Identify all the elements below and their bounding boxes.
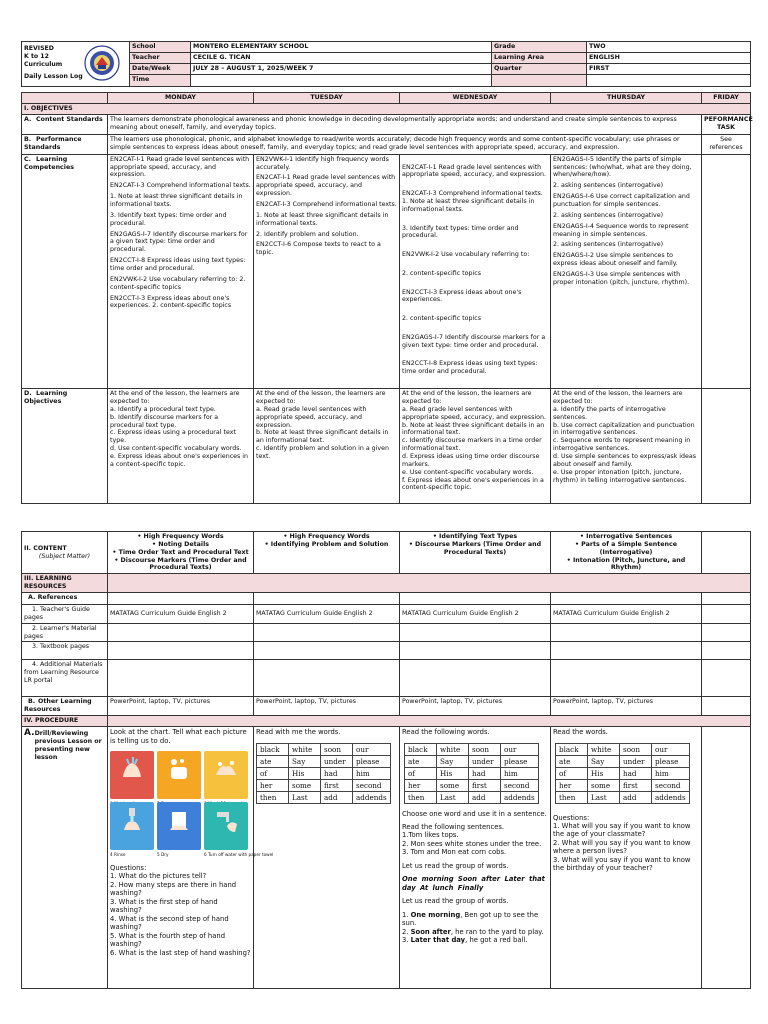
objectives-tuesday: At the end of the lesson, the learners are expected to: a. Read grade level sentences with appropriate speed, accuracy, and expression. b. Note at least three significant details in an informational text. c. Identify problem and solution in a given text.: [254, 389, 400, 504]
am-fri: [702, 660, 751, 697]
content-subtitle: (Subject Matter): [38, 552, 91, 560]
content-wed-2: • Discourse Markers (Time Order and Procedural Texts): [408, 540, 542, 556]
r3-num: 3.: [32, 643, 39, 651]
comp-thu-8: EN2GAGS-I-3 Use simple sentences with proper intonation (pitch, juncture, rhythm).: [553, 271, 690, 286]
dry-caption: 5 Dry: [157, 851, 169, 857]
content-tuesday: [254, 532, 400, 574]
thu-question-3: 3. What will you say if you want to know the birthday of your teacher?: [553, 855, 691, 873]
comp-mon-4: 3. Identify text types: time order and procedural.: [110, 211, 227, 227]
ref-tue: [254, 593, 400, 605]
word-cell: ate: [257, 755, 289, 767]
blank-value: [587, 74, 751, 86]
mon-questions-label: Questions:: [110, 864, 147, 872]
comp-tue-2: EN2CAT-I-1 Read grade level sentences with appropriate speed, accuracy, and expression.: [256, 174, 396, 198]
comp-thu-4: 2. asking sentences (interrogative): [553, 211, 664, 219]
learning-objectives-label: [22, 389, 108, 504]
textbook-label: [22, 642, 108, 660]
performance-standards-text: The learners use phonological, phonic, and alphabet knowledge to read/write words accurately; decode high frequency words and some content-specific vocabulary; use phrases or simple sentences to express ideas about oneself, family, and everyday topics; and read grade level sentences with appropriate speed, accuracy, and expression.: [108, 134, 702, 154]
content-mon-2: • Noting Details: [152, 540, 209, 548]
mon-question-6: 6. What is the last step of hand washing?: [110, 948, 251, 957]
word-cell: of: [257, 767, 289, 779]
wet-hands-icon: [110, 751, 154, 799]
lm-mon: [108, 623, 254, 642]
or-friday: [702, 697, 751, 716]
drill-friday: [702, 727, 751, 989]
drill-tuesday: [254, 727, 400, 989]
am-mon: [108, 660, 254, 697]
word-cell: him: [652, 767, 690, 779]
comp-thu-1: EN2GAGS-I-5 Identify the parts of simple sentences: (who/what, what are they doing, when/where/how).: [553, 155, 692, 179]
learning-competencies-title: Learning Competencies: [24, 155, 74, 171]
grade-label: Grade: [492, 42, 587, 53]
lm-fri: [702, 623, 751, 642]
word-cell: add: [469, 791, 501, 803]
competencies-wednesday: [400, 154, 551, 388]
competencies-friday: [702, 154, 751, 388]
word-cell: soon: [620, 743, 652, 755]
content-thu-2: • Parts of a Simple Sentence (Interrogative): [574, 540, 678, 556]
mon-question-3: 3. What is the first step of hand washing?: [110, 897, 218, 915]
word-cell: of: [405, 767, 437, 779]
word-cell: some: [437, 779, 469, 791]
word-cell: then: [257, 791, 289, 803]
word-cell: her: [405, 779, 437, 791]
word-cell: white: [437, 743, 469, 755]
quarter-value: FIRST: [587, 63, 751, 74]
objectives-table: [21, 92, 751, 504]
thu-questions-label: Questions:: [553, 813, 590, 822]
drill-wednesday: [400, 727, 551, 989]
r3-text: Textbook pages: [40, 643, 90, 651]
word-cell: had: [321, 767, 353, 779]
wed-sentence-3: 3. Later that day, he got a red ball.: [402, 936, 528, 945]
comp-wed-5: 2. content-specific topics: [402, 269, 481, 277]
objectives-friday: [702, 389, 751, 504]
competencies-monday: [108, 154, 254, 388]
word-cell: addends: [353, 791, 391, 803]
learning-area-label: Learning Area: [492, 52, 587, 63]
drill-label: [22, 727, 108, 989]
comp-thu-6: 2. asking sentences (interrogative): [553, 241, 664, 249]
lm-tue: [254, 623, 400, 642]
teacher-value: CECILE G. TICAN: [191, 52, 492, 63]
comp-wed-6: EN2CCT-I-3 Express ideas about one's experiences.: [402, 288, 522, 304]
drill-thursday: [551, 727, 702, 989]
tg-tuesday: MATATAG Curriculum Guide English 2: [254, 605, 400, 624]
content-mon-3: • Time Order Text and Procedural Text: [112, 548, 249, 556]
content-mon-4: • Discourse Markers (Time Order and Procedural Texts): [114, 556, 247, 572]
mon-question-5: 5. What is the fourth step of hand washing?: [110, 931, 226, 949]
comp-tue-3: EN2CAT-I-3 Comprehend informational texts.: [256, 201, 397, 209]
dry-icon: [157, 802, 201, 857]
word-cell: had: [469, 767, 501, 779]
tb-thu: [551, 642, 702, 660]
objectives-monday: At the end of the lesson, the learners are expected to: a. Identify a procedural text type. b. Identify discourse markers for a procedural text type. c. Express ideas using a procedural text type. d. Use content-specific vocabulary words. e. Express ideas about one's experiences in a content-specific topic.: [108, 389, 254, 504]
wed-choose-word: Choose one word and use it in a sentence.: [402, 809, 547, 818]
turn-off-tap-icon: [204, 802, 274, 857]
learning-objectives-title: Learning Objectives: [24, 390, 68, 405]
word-cell: our: [501, 743, 539, 755]
content-thursday: [551, 532, 702, 574]
procedure-heading: IV. PROCEDURE: [22, 716, 108, 727]
thu-question-1: 1. What will you say if you want to know the age of your classmate?: [553, 822, 691, 839]
comp-wed-2: EN2CAT-I-3 Comprehend informational texts. 1. Note at least three significant details in informational texts.: [402, 190, 543, 213]
objectives-heading: I. OBJECTIVES: [22, 103, 751, 114]
word-cell: our: [652, 743, 690, 755]
word-cell: under: [620, 755, 652, 767]
word-cell: black: [405, 743, 437, 755]
grade-value: TWO: [587, 42, 751, 53]
r1-num: 1.: [32, 606, 39, 614]
date-label: Date/Week: [130, 63, 191, 74]
wed-word-table: [404, 743, 539, 804]
am-tue: [254, 660, 400, 697]
wed-discourse-markers: One morning Soon after Later that day At lunch Finally: [402, 875, 545, 892]
school-label: School: [130, 42, 191, 53]
r4-num: 4.: [32, 661, 39, 669]
tb-tue: [254, 642, 400, 660]
word-cell: then: [405, 791, 437, 803]
ref-fri: [702, 593, 751, 605]
a-letter: A.: [24, 115, 32, 123]
comp-thu-7: EN2GAGS-I-2 Use simple sentences to express ideas about oneself and family.: [553, 252, 678, 268]
wed-group-label-2: Let us read the group of words.: [402, 897, 509, 906]
k12-label: K to 12: [24, 53, 49, 61]
tg-wednesday: MATATAG Curriculum Guide English 2: [400, 605, 551, 624]
word-cell: black: [556, 743, 588, 755]
comp-wed-9: EN2CCT-I-8 Express ideas using text types: time order and procedural.: [402, 360, 538, 376]
other-resources-title: Other Learning Resources: [24, 698, 92, 714]
word-cell: please: [652, 755, 690, 767]
competencies-tuesday: [254, 154, 400, 388]
friday-see-references: See references: [702, 134, 751, 154]
word-cell: under: [469, 755, 501, 767]
am-wed: [400, 660, 551, 697]
word-cell: him: [501, 767, 539, 779]
tg-friday: [702, 605, 751, 624]
tb-mon: [108, 642, 254, 660]
word-cell: some: [588, 779, 620, 791]
r4-text: Additional Materials from Learning Resource LR portal: [24, 661, 103, 685]
wed-s3-text: , he got a red ball.: [465, 936, 528, 945]
mon-question-1: 1. What do the pictures tell?: [110, 872, 207, 881]
teacher-label: Teacher: [130, 52, 191, 63]
resources-heading: III. LEARNING RESOURCES: [22, 574, 108, 593]
word-cell: His: [289, 767, 321, 779]
word-cell: first: [321, 779, 353, 791]
turn-off-caption: 6 Turn off water with paper towel: [204, 851, 274, 857]
drill-wed-intro: Read the following words.: [402, 728, 490, 737]
daily-lesson-log-label: Daily Lesson Log: [24, 73, 83, 81]
content-friday: [702, 532, 751, 574]
word-cell: Say: [437, 755, 469, 767]
school-value: MONTERO ELEMENTARY SCHOOL: [191, 42, 492, 53]
comp-mon-3: 1. Note at least three significant details in informational texts.: [110, 193, 243, 209]
marker-one-morning: One morning: [410, 910, 461, 919]
blank-label: [492, 74, 587, 86]
b-letter: B.: [24, 135, 32, 143]
r2-num: 2.: [32, 624, 39, 632]
additional-materials-label: [22, 660, 108, 697]
word-cell: second: [501, 779, 539, 791]
word-cell: Say: [289, 755, 321, 767]
content-title: II. CONTENT: [24, 544, 67, 552]
content-monday: [108, 532, 254, 574]
comp-mon-5: EN2GAGS-I-7 Identify discourse markers for a given text type: time order and procedural.: [110, 230, 248, 254]
comp-wed-7: 2. content-specific topics: [402, 315, 481, 323]
word-cell: please: [353, 755, 391, 767]
word-cell: her: [257, 779, 289, 791]
content-standards-label: [22, 114, 108, 134]
content-label: [22, 532, 108, 574]
word-cell: addends: [652, 791, 690, 803]
am-thu: [551, 660, 702, 697]
wed-read-sentences: Read the following sentences. 1.Tom likes tops. 2. Mon sees white stones under the tree. 3. Tom and Mon eat corn cobs.: [402, 823, 542, 857]
comp-mon-1: EN2CAT-I-1 Read grade level sentences with appropriate speed, accuracy, and expression.: [110, 155, 250, 179]
tg-monday: MATATAG Curriculum Guide English 2: [108, 605, 254, 624]
tue-word-table: [256, 743, 391, 804]
soap-icon: [157, 751, 201, 799]
comp-mon-8: EN2CCT-I-3 Express ideas about one's experiences. 2. content-specific topics: [110, 294, 232, 310]
comp-wed-8: EN2GAGS-I-7 Identify discourse markers for a given text type: time order and procedural.: [402, 333, 546, 349]
ref-thu: [551, 593, 702, 605]
resources-heading-fill: [108, 574, 751, 593]
word-cell: Last: [437, 791, 469, 803]
word-cell: had: [620, 767, 652, 779]
lm-thu: [551, 623, 702, 642]
word-cell: please: [501, 755, 539, 767]
wed-s1-text: , Ben got up to see the sun.: [402, 910, 539, 928]
word-cell: of: [556, 767, 588, 779]
content-wed-1: • Identifying Text Types: [432, 533, 518, 540]
friday-performance-task: PEFORMANCE TASK: [702, 114, 751, 134]
word-cell: first: [469, 779, 501, 791]
comp-mon-6: EN2CCT-I-8 Express ideas using text types: time order and procedural.: [110, 257, 246, 273]
comp-mon-2: EN2CAT-I-3 Comprehend informational texts.: [110, 182, 251, 190]
word-cell: white: [289, 743, 321, 755]
deped-seal-icon: [84, 45, 120, 81]
comp-thu-2: 2. asking sentences (interrogative): [553, 182, 664, 190]
word-cell: him: [353, 767, 391, 779]
ref-wed: [400, 593, 551, 605]
content-standards-title: Content Standards: [36, 115, 103, 123]
word-cell: Say: [588, 755, 620, 767]
objectives-wednesday: At the end of the lesson, the learners are expected to: a. Read grade level sentences with appropriate speed, accuracy, and expression. b. Note at least three significant details in an informational text. c. Identify discourse markers in a time order informational text. d. Express ideas using time order discourse markers. e. Use content-specific vocabulary words. f. Express ideas about one's experiences in a content-specific topic.: [400, 389, 551, 504]
drill-mon-intro: Look at the chart. Tell what each picture is telling us to do.: [110, 728, 247, 745]
rinse-caption: 4 Rinse: [110, 851, 126, 857]
date-value: JULY 28 – AUGUST 1, 2025/WEEK 7: [191, 63, 492, 74]
tb-wed: [400, 642, 551, 660]
word-cell: ate: [405, 755, 437, 767]
content-tue-2: • Identifying Problem and Solution: [264, 540, 389, 548]
comp-tue-1: EN2VWK-I-1 Identify high frequency words accurately.: [256, 155, 389, 171]
quarter-label: Quarter: [492, 63, 587, 74]
comp-thu-3: EN2GAGS-I-6 Use correct capitalization and punctuation for simple sentences.: [553, 193, 690, 209]
other-resources-label: [22, 697, 108, 716]
curriculum-label: Curriculum: [24, 61, 63, 69]
drill-tue-intro: Read with me the words.: [256, 728, 341, 737]
wed-group-label: Let us read the group of words.: [402, 861, 509, 870]
comp-tue-5: 2. Identify problem and solution.: [256, 230, 359, 238]
revised-label: REVISED: [24, 45, 54, 52]
time-label: Time: [130, 74, 191, 86]
word-cell: our: [353, 743, 391, 755]
ref-mon: [108, 593, 254, 605]
lm-wed: [400, 623, 551, 642]
comp-mon-7: EN2VWK-I-2 Use vocabulary referring to: 2. content-specific topics: [110, 275, 246, 291]
word-cell: second: [652, 779, 690, 791]
teachers-guide-label: [22, 605, 108, 624]
content-thu-3: • Intonation (Pitch, Juncture, and Rhythm): [566, 556, 686, 572]
competencies-thursday: [551, 154, 702, 388]
mon-question-2: 2. How many steps are there in hand washing?: [110, 880, 237, 898]
word-cell: His: [588, 767, 620, 779]
word-cell: white: [588, 743, 620, 755]
word-cell: soon: [469, 743, 501, 755]
word-cell: add: [321, 791, 353, 803]
day-monday: MONDAY: [108, 93, 254, 104]
time-value: [191, 74, 492, 86]
references-label: A. References: [22, 593, 108, 605]
learning-competencies-label: [22, 154, 108, 388]
b-res-letter: B.: [28, 698, 36, 706]
day-friday: FRIDAY: [702, 93, 751, 104]
d-letter: D.: [24, 390, 32, 398]
tg-thursday: MATATAG Curriculum Guide English 2: [551, 605, 702, 624]
header-table: [21, 41, 751, 87]
comp-wed-3: 3. Identify text types: time order and procedural.: [402, 224, 519, 240]
word-cell: under: [321, 755, 353, 767]
or-tuesday: PowerPoint, laptop, TV, pictures: [254, 697, 400, 716]
drill-title: Drill/Reviewing previous Lesson or presenting new lesson: [34, 730, 102, 761]
word-cell: His: [437, 767, 469, 779]
day-thursday: THURSDAY: [551, 93, 702, 104]
word-cell: first: [620, 779, 652, 791]
word-cell: soon: [321, 743, 353, 755]
wed-s2-text: , he ran to the yard to play.: [450, 927, 544, 936]
comp-thu-5: EN2GAGS-I-4 Sequence words to represent meaning in simple sentences.: [553, 222, 689, 238]
comp-tue-4: 1. Note at least three significant details in informational texts.: [256, 211, 389, 227]
word-cell: Last: [289, 791, 321, 803]
performance-standards-label: [22, 134, 108, 154]
content-table: [21, 531, 751, 989]
word-cell: Last: [588, 791, 620, 803]
or-wednesday: PowerPoint, laptop, TV, pictures: [400, 697, 551, 716]
procedure-heading-fill: [108, 716, 751, 727]
comp-wed-4: EN2VWK-I-2 Use vocabulary referring to:: [402, 251, 530, 259]
marker-later-that-day: Later that day: [410, 936, 466, 945]
drill-letter: A.: [24, 728, 35, 739]
rinse-icon: [110, 802, 154, 857]
learning-area-value: ENGLISH: [587, 52, 751, 63]
content-mon-1: • High Frequency Words: [137, 533, 224, 540]
content-tue-1: • High Frequency Words: [283, 533, 370, 540]
content-thu-1: • Interrogative Sentences: [579, 533, 673, 540]
performance-standards-title: Performance Standards: [24, 135, 82, 151]
word-cell: black: [257, 743, 289, 755]
wed-sentence-2: 2. Soon after, he ran to the yard to play.: [402, 927, 544, 936]
content-wednesday: [400, 532, 551, 574]
learners-material-label: [22, 623, 108, 642]
day-wednesday: WEDNESDAY: [400, 93, 551, 104]
wed-sentence-1: 1. One morning, Ben got up to see the sun.: [402, 910, 539, 928]
thu-word-table: [555, 743, 690, 804]
r1-text: Teacher's Guide pages: [24, 606, 90, 621]
comp-tue-6: EN2CCT-I-6 Compose texts to react to a topic.: [256, 241, 381, 257]
or-monday: PowerPoint, laptop, TV, pictures: [108, 697, 254, 716]
word-cell: add: [620, 791, 652, 803]
word-cell: addends: [501, 791, 539, 803]
content-standards-text: The learners demonstrate phonological awareness and phonic knowledge in decoding developmentally appropriate words; and understand and create simple sentences to express meaning about oneself, family, and everyday topics.: [108, 114, 702, 134]
or-thursday: PowerPoint, laptop, TV, pictures: [551, 697, 702, 716]
mon-question-4: 4. What is the second step of hand washing?: [110, 914, 229, 932]
r2-text: Learner's Material pages: [24, 624, 97, 640]
comp-wed-1: EN2CAT-I-1 Read grade level sentences with appropriate speed, accuracy, and expression.: [402, 163, 546, 179]
word-cell: her: [556, 779, 588, 791]
tb-fri: [702, 642, 751, 660]
day-tuesday: TUESDAY: [254, 93, 400, 104]
objectives-thursday: At the end of the lesson, the learners are expected to: a. Identify the parts of interrogative sentences. b. Use correct capitalization and punctuation in interrogative sentences. c. Sequence words to represent meaning in interrogative sentences. d. Use simple sentences to express/ask ideas about oneself and family. e. Use proper intonation (pitch, juncture, rhythm) in telling interrogative sentences.: [551, 389, 702, 504]
marker-soon-after: Soon after: [410, 927, 451, 936]
corner-cell: [22, 93, 108, 104]
word-cell: some: [289, 779, 321, 791]
word-cell: second: [353, 779, 391, 791]
word-cell: then: [556, 791, 588, 803]
drill-thu-intro: Read the words.: [553, 728, 608, 737]
wash-icon: [204, 751, 248, 799]
word-cell: ate: [556, 755, 588, 767]
thu-question-2: 2. What will you say if you want to know where a person lives?: [553, 838, 691, 856]
c-letter: C.: [24, 155, 32, 163]
